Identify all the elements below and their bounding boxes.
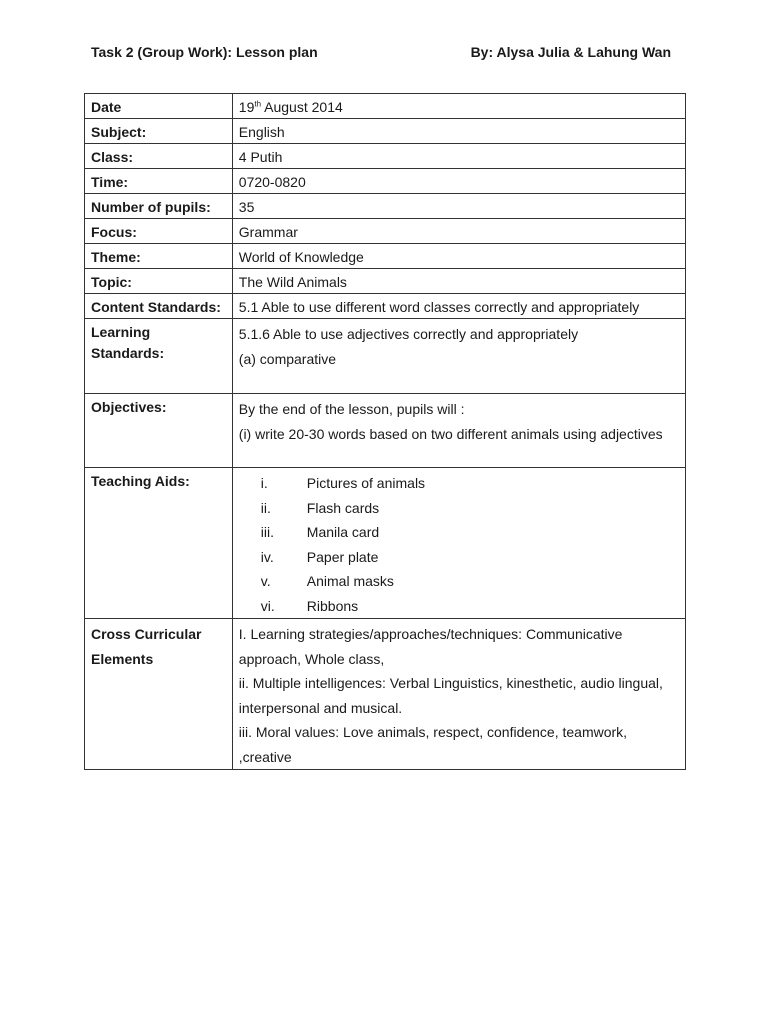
list-text: Manila card <box>306 524 380 540</box>
cross-line: I. Learning strategies/approaches/techniques: Communicative <box>238 626 623 642</box>
table-row <box>85 468 686 619</box>
row-value: English <box>232 119 685 144</box>
row-label-line: Elements <box>91 650 154 667</box>
table-row <box>85 394 686 468</box>
list-number: vi. <box>260 597 275 614</box>
table-row <box>85 294 686 319</box>
date-rest: August 2014 <box>261 99 343 115</box>
learning-line: 5.1.6 Able to use adjectives correctly and appropriately <box>238 326 579 342</box>
table-row <box>85 144 686 169</box>
list-text: Paper plate <box>306 548 379 565</box>
list-item <box>239 594 679 619</box>
row-label: Objectives: <box>85 394 233 468</box>
row-value: 0720-0820 <box>232 169 685 194</box>
row-value: The Wild Animals <box>232 269 685 294</box>
row-label: Time: <box>85 169 233 194</box>
objective-line: By the end of the lesson, pupils will : <box>238 401 465 417</box>
row-label: Date <box>85 94 233 119</box>
row-value: Grammar <box>232 219 685 244</box>
lesson-plan-table <box>84 93 686 770</box>
row-label: Focus: <box>85 219 233 244</box>
row-label-line: Cross Curricular <box>91 626 202 642</box>
teaching-aids-list <box>232 468 685 619</box>
header-title: Task 2 (Group Work): Lesson plan <box>91 44 318 60</box>
cross-line: ii. Multiple intelligences: Verbal Linguistics, kinesthetic, audio lingual, <box>238 675 663 691</box>
table-row <box>85 219 686 244</box>
table-row <box>85 194 686 219</box>
list-number: ii. <box>260 499 271 516</box>
list-item <box>239 569 679 594</box>
list-item <box>239 496 679 521</box>
table-row <box>85 244 686 269</box>
objective-line: (i) write 20-30 words based on two different animals using adjectives <box>238 425 663 442</box>
row-label: Topic: <box>85 269 233 294</box>
document-header <box>91 44 671 66</box>
row-label: Teaching Aids: <box>85 468 233 619</box>
table-row <box>85 619 686 770</box>
row-label: Content Standards: <box>85 294 233 319</box>
row-value: 4 Putih <box>232 144 685 169</box>
list-number: i. <box>260 475 268 491</box>
row-label <box>85 619 233 770</box>
row-label: Learning Standards: <box>85 319 233 394</box>
learning-line: (a) comparative <box>238 350 337 367</box>
list-text: Animal masks <box>306 573 394 589</box>
list-number: iv. <box>260 548 274 565</box>
row-value <box>232 319 685 394</box>
table-row <box>85 94 686 119</box>
table-row <box>85 269 686 294</box>
list-item <box>239 520 679 545</box>
table-row <box>85 319 686 394</box>
list-item <box>239 471 679 496</box>
list-text: Pictures of animals <box>306 475 426 491</box>
row-label: Theme: <box>85 244 233 269</box>
list-number: iii. <box>260 524 275 540</box>
row-value <box>232 94 685 119</box>
list-text: Flash cards <box>306 499 380 516</box>
list-text: Ribbons <box>306 597 359 614</box>
cross-line: interpersonal and musical. <box>238 699 403 716</box>
table-row <box>85 119 686 144</box>
list-number: v. <box>260 573 271 589</box>
cross-line: iii. Moral values: Love animals, respect, confidence, teamwork, ,creative <box>238 724 628 765</box>
row-label: Subject: <box>85 119 233 144</box>
row-value <box>232 394 685 468</box>
row-value <box>232 619 685 770</box>
row-value: World of Knowledge <box>232 244 685 269</box>
table-row <box>85 169 686 194</box>
header-authors: By: Alysa Julia & Lahung Wan <box>470 44 671 60</box>
row-value: 5.1 Able to use different word classes correctly and appropriately <box>232 294 685 319</box>
row-label: Number of pupils: <box>85 194 233 219</box>
row-label: Class: <box>85 144 233 169</box>
date-suffix: th <box>254 99 262 109</box>
row-value: 35 <box>232 194 685 219</box>
list-item <box>239 545 679 570</box>
date-day: 19 <box>238 99 255 115</box>
cross-line: approach, Whole class, <box>238 650 385 667</box>
